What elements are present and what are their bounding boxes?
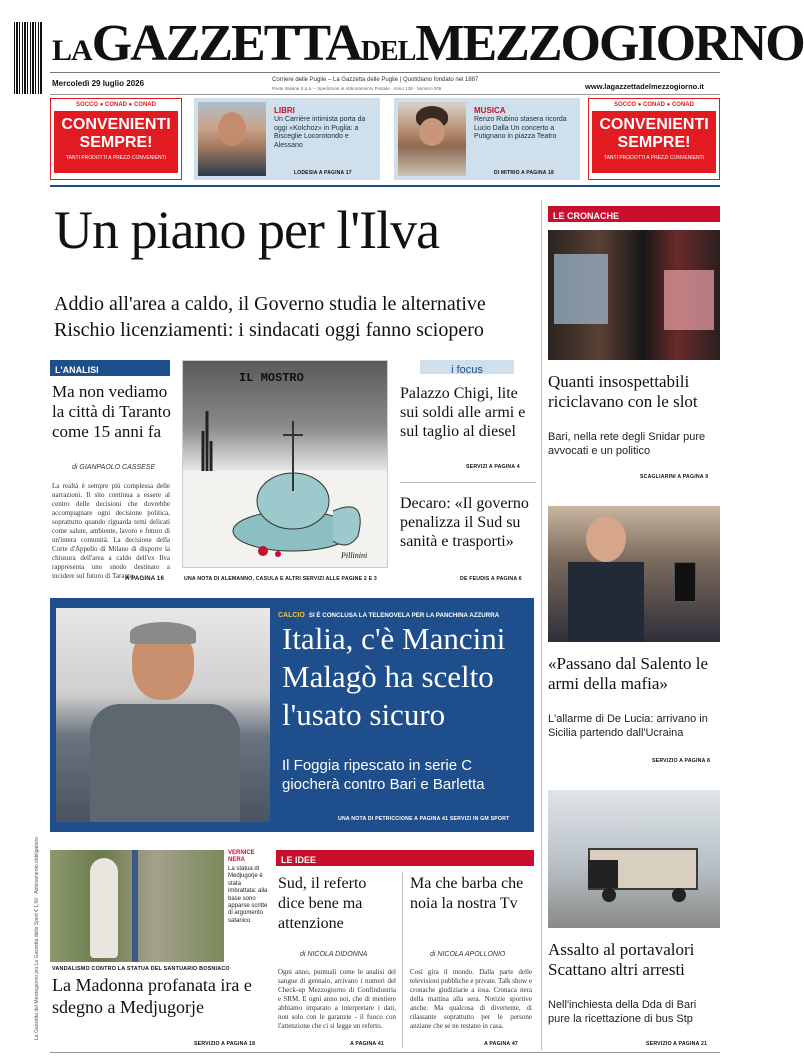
cronache-story-3-sub: Nell'inchiesta della Dda di Bari pure la ricettazione di bus Stp [548,999,697,1025]
cronache-story-1-sub: Bari, nella rete degli Snidar pure avvocati e un politico [548,431,706,457]
cartoon-title: IL MOSTRO [239,371,304,385]
cartoon-illustration [183,361,387,569]
masthead-date: Mercoledì 29 luglio 2026 [52,79,145,88]
idee-kicker: LE IDEE [281,855,317,865]
calcio-kicker: SI È CONCLUSA LA TELENOVELA PER LA PANCHINA AZZURRA [308,612,500,619]
burned-van-photo [548,790,720,928]
cronache-story-2-sub: L'allarme di De Lucia: arrivano in Sicilia partendo dall'Ucraina [548,713,708,739]
masthead-title: LAGAZZETTADELMEZZOGIORNO [52,15,804,72]
cronache-story-1-ref[interactable]: SCAGLIARINI A PAGINA 9 [640,474,709,480]
calcio-block[interactable] [50,598,534,832]
focus-item-1-title[interactable]: Palazzo Chigi, lite sui soldi alle armi e sul taglio al diesel [400,385,526,440]
focus-kicker: i focus [451,364,483,376]
author-photo [198,102,266,176]
analisi-kicker-bar [50,360,170,376]
analisi-byline: di GIANPAOLO CASSESE [72,464,156,471]
vernice-ref[interactable]: SERVIZIO A PAGINA 18 [194,1041,256,1047]
cronache-kicker-bar [548,206,720,222]
idee-col-1-title[interactable]: Sud, il referto dice bene ma attenzione [278,875,367,932]
masthead-fine-print: Poste Italiane S.p.a. – Spedizione in Abbonamento Postale · Anno 139 · Numero 205 [272,86,442,91]
masthead-editions: Corriere delle Puglie – La Gazzetta delle Puglie | Quotidiano fondato nel 1887 [272,77,479,83]
teaser-musica[interactable]: MUSICA Renzo Rubino stasera ricorda Lucio Dalla Un concerto a Putignano in piazza Teatro DI MITRIO A PAGINA 18 [394,98,580,180]
cronache-story-1-title[interactable]: Quanti insospettabili riciclavano con le slot [548,372,698,411]
barcode [14,22,42,94]
idee-col-2-title[interactable]: Ma che barba che noia la nostra Tv [410,875,524,912]
cronache-story-2-title[interactable]: «Passano dal Salento le armi della mafia» [548,654,709,693]
cronache-story-2-ref[interactable]: SERVIZIO A PAGINA 8 [652,758,711,764]
madonna-statue-photo [50,850,224,962]
vernice-kicker: VERNICE NERA [228,850,255,863]
cronache-story-3-title[interactable]: Assalto al portavalori Scattano altri arresti [548,940,695,979]
idee-col-2-byline: di NICOLA APOLLONIO [430,951,506,958]
focus-item-2-title[interactable]: Decaro: «Il governo penalizza il Sud su sanità e trasporti» [400,495,529,550]
singer-photo [398,102,466,176]
ad-left[interactable]: SOCCO ● CONAD ● CONAD CONVENIENTI SEMPRE! TANTI PRODOTTI A PREZZI CONVENIENTI [50,98,182,180]
masthead-website: www.lagazzettadelmezzogiorno.it [585,82,704,91]
cronache-kicker: LE CRONACHE [553,211,620,221]
idee-kicker-bar [276,850,534,866]
vernice-strap: VANDALISMO CONTRO LA STATUA DEL SANTUARIO BOSNIACO [52,966,230,972]
calcio-ref[interactable]: UNA NOTA DI PETRICCIONE A PAGINA 41 SERVIZI IN GM SPORT [338,816,510,822]
idee-col-2-body: Così gira il mondo. Dalla parte delle televisioni pubbliche e private. Talk show e cronache giudiziarie a iosa. Cronaca nera della mattina alla sera. Notizie sportive anche. Ma qualcosa di divertente, di rilassante soprattutto per le persone anziane che se ne restano in casa. [410,968,532,1030]
idee-col-1-byline: di NICOLA DIDONNA [300,951,368,958]
cartoon-signature: Pillinini [341,551,368,560]
focus-kicker-bar [420,360,514,374]
lead-subheadline-2: Rischio licenziamenti: i sindacati oggi fanno sciopero [54,319,484,341]
analisi-kicker: L'ANALISI [55,365,99,375]
slot-machines-photo [548,230,720,360]
vernice-text: La statua di Medjugorje è stata imbrattata: alla base sono apparse scritte di argomento satanico [228,866,268,924]
idee-col-1-body: Ogni anno, puntuali come le analisi del sangue di gennaio, arrivano i numeri del Check-up Mezzogiorno di Confindustria e SRM. E ogni anno noi, che di mestiere abbiamo imparato a interpretare i dati, non solo con le garanzie - il fuoco con l'attenzione che ci si legge un referto. [278,968,396,1030]
lead-subheadline-1: Addio all'area a caldo, il Governo studia le alternative [54,293,486,315]
spine-text: La Gazzetta del Mezzogiorno più La Gazzetta dello Sport € 1,50 · Abbinamento obbligatorio [34,837,40,1040]
vernice-title[interactable]: La Madonna profanata ira e sdegno a Medjugorje [52,975,252,1017]
mancini-photo [56,608,270,822]
idee-col-2-ref[interactable]: A PAGINA 47 [484,1041,519,1047]
cartoon-caption: UNA NOTA DI ALEMANNO, CASULA E ALTRI SERVIZI ALLE PAGINE 2 E 3 [184,576,378,582]
analisi-ref[interactable]: A PAGINA 16 [125,576,164,582]
calcio-sub: Il Foggia ripescato in serie C giocherà contro Bari e Barletta [282,757,485,793]
lead-headline[interactable]: Un piano per l'Ilva [54,200,440,260]
cronache-story-3-ref[interactable]: SERVIZIO A PAGINA 21 [646,1041,708,1047]
idee-col-1-ref[interactable]: A PAGINA 41 [350,1041,385,1047]
analisi-title[interactable]: Ma non vediamo la città di Taranto come 15 anni fa [52,382,171,441]
cartoon-frame [182,360,388,568]
calcio-tag: CALCIO [278,612,305,619]
focus-item-2-ref[interactable]: DE FEUDIS A PAGINA 6 [460,576,522,582]
teaser-libri[interactable]: LIBRI Un Carrière intimista porta da oggi «Kolchoz» in Puglia: a Bisceglie Locorotondo e Alessano LODESIA A PAGINA 17 [194,98,380,180]
analisi-body: La realtà è sempre più complessa delle narrazioni. Il sito continua a essere al centro delle decisioni che dovrebbe accompagnare ogni decisione politica, soprattutto quando riguarda temi delicati come salute, ambiente, lavoro e futuro di un'intera comunità. La decisione della Corte d'Appello di Milano di disporre la chiusura dell'area a caldo dell'ex Ilva rappresenta uno snodo destinato a incidere sul futuro di Taranto. [52,482,170,580]
calcio-headline[interactable]: Italia, c'è Mancini Malagò ha scelto l'usato sicuro [282,621,506,732]
focus-item-1-ref[interactable]: SERVIZI A PAGINA 4 [466,464,520,470]
press-conference-photo [548,506,720,642]
ad-right[interactable]: SOCCO ● CONAD ● CONAD CONVENIENTI SEMPRE! TANTI PRODOTTI A PREZZI CONVENIENTI [588,98,720,180]
